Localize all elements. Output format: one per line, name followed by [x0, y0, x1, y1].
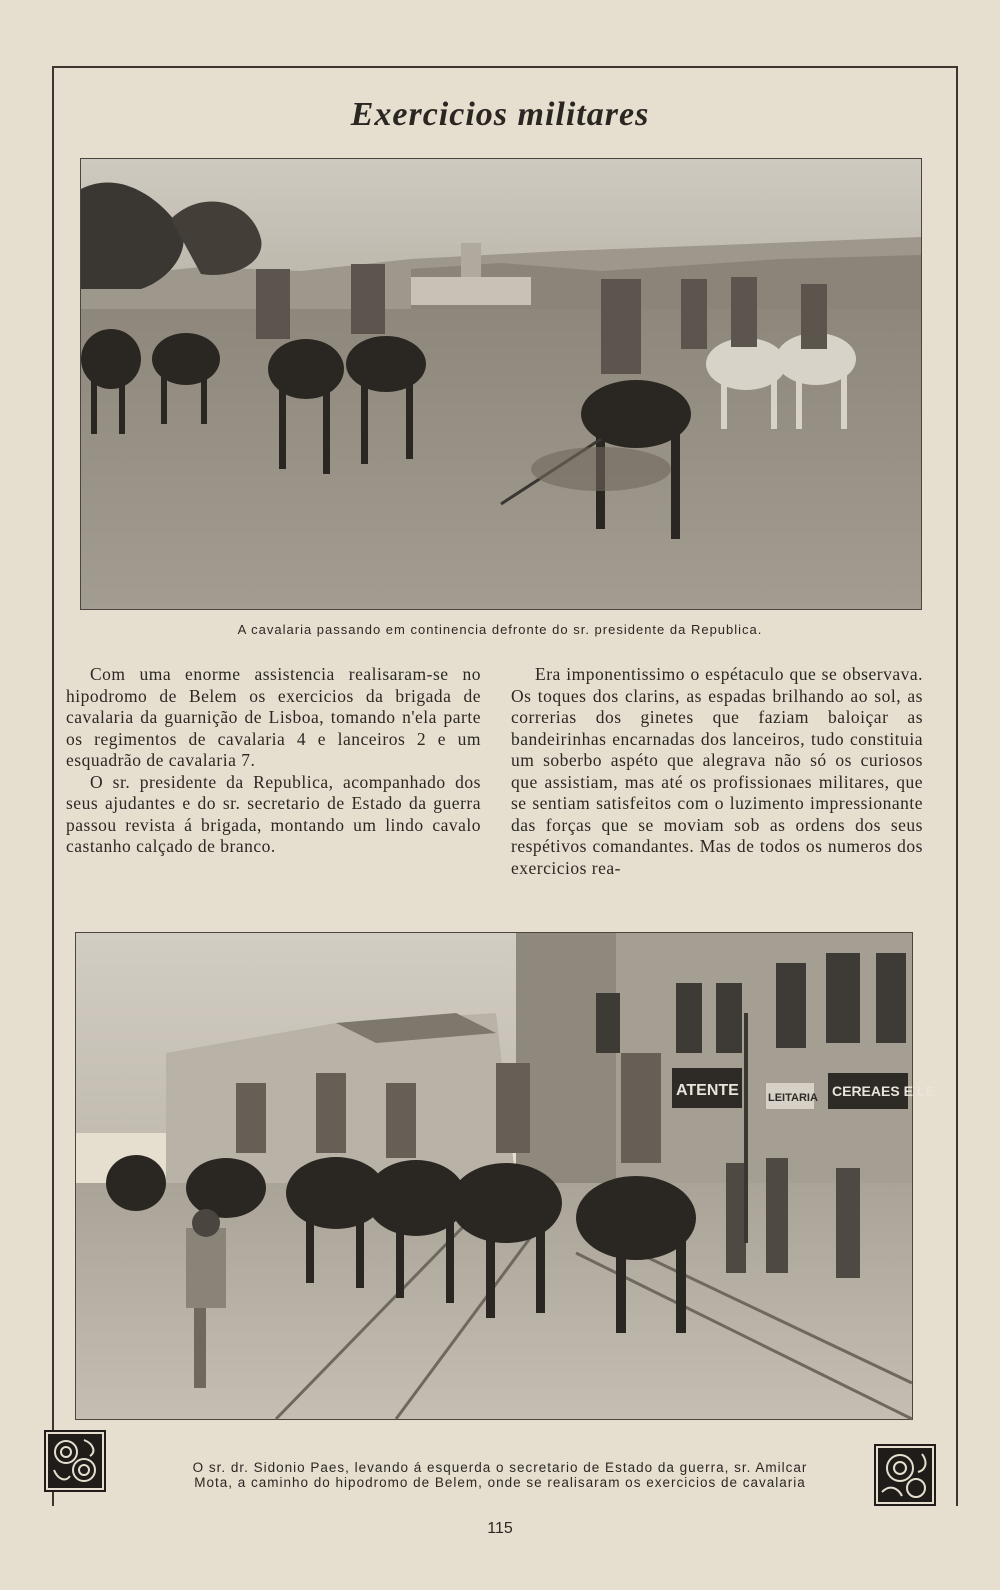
article-column-left [66, 664, 481, 858]
rose-ornament-left [44, 1430, 106, 1492]
photo2-caption-line1: O sr. dr. Sidonio Paes, levando á esquerda o secretario de Estado da guerra, sr. Amilcar [192, 1460, 808, 1475]
rose-ornament-right [874, 1444, 936, 1506]
sign-leitaria: LEITARIA [768, 1092, 818, 1104]
cavalry-field-photo [80, 158, 922, 610]
photo1-caption: A cavalaria passando em continencia defronte do sr. presidente da Republica. [237, 622, 763, 637]
article-column-right [511, 664, 923, 879]
article-paragraph: Com uma enorme assistencia realisaram-se no hipodromo de Belem os exercicios da brigada de cavalaria da guarnição de Lisboa, tomando n'ela parte os regimentos de cavalaria 4 e lanceiros 2 e um esquadrão de cavalaria 7. [66, 664, 481, 770]
street-procession-photo [75, 932, 935, 1420]
article-paragraph: O sr. presidente da Republica, acompanhado dos seus ajudantes e do sr. secretario de Estado da guerra passou revista á brigada, montando um lindo cavalo castanho calçado de branco. [66, 771, 481, 856]
photo2-caption-line2: Mota, a caminho do hipodromo de Belem, onde se realisaram os exercicios de cavalaria [194, 1475, 806, 1490]
sign-atente: ATENTE [676, 1082, 739, 1099]
sign-cereaes: CEREAES E LE [832, 1083, 935, 1099]
page-number: 115 [487, 1520, 513, 1537]
photo2-caption [120, 1460, 880, 1490]
page-title: Exercicios militares [350, 96, 650, 133]
article-paragraph: Era imponentissimo o espétaculo que se observava. Os toques dos clarins, as espadas brilhando ao sol, as correrias dos ginetes que faziam baloiçar as bandeirinhas encarnadas dos lanceiros, tudo constituia um soberbo aspéto que alegrava não só os curiosos que assistiam, mas até os profissionaes militares, que se sentiam satisfeitos com o luzimento impressionante das forças que se moviam sob as ordens dos seus respétivos comandantes. Mas de todos os numeros dos exercicios rea- [511, 664, 923, 878]
